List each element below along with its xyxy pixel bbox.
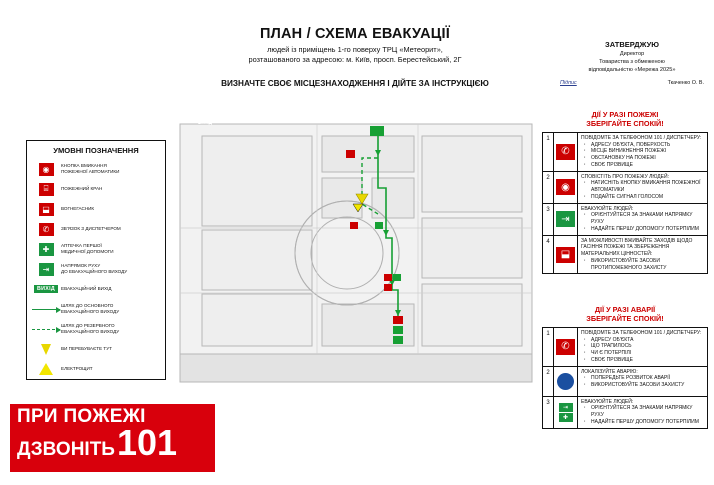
accident-panel-row	[543, 328, 707, 367]
row-lead: ЛОКАЛІЗУЙТЕ АВАРІЮ:	[581, 368, 638, 375]
fire-panel-row	[543, 172, 707, 204]
approval-role: Директор	[619, 51, 645, 57]
legend-item-label: ШЛЯХ ДО ОСНОВНОГО ЕВАКУАЦІЙНОГО ВИХОДУ	[61, 302, 120, 314]
row-item: · ЩО ТРАПИЛОСЬ	[588, 343, 704, 350]
fire-panel-row	[543, 133, 707, 172]
banner-line2: ДЗВОНІТЬ	[17, 439, 115, 460]
fire-panel-row	[543, 204, 707, 236]
row-item: · НАДАЙТЕ ПЕРШУ ДОПОМОГУ ПОТЕРПІЛИМ	[588, 419, 704, 426]
legend-item-label: ШЛЯХ ДО РЕЗЕРВНОГО ЕВАКУАЦІЙНОГО ВИХОДУ	[61, 322, 120, 334]
accident-panel-head-line2: ЗБЕРІГАЙТЕ СПОКІЙ!	[586, 314, 664, 324]
direction-arrow-icon: ⇥	[31, 263, 61, 276]
row-text	[578, 397, 707, 428]
row-text	[578, 367, 707, 396]
legend-item-exit-sign	[27, 279, 165, 299]
approval-org-line1: Товариства з обмеженою	[599, 58, 665, 65]
fire-actions-panel	[542, 110, 708, 274]
legend-item-label: ВОГНЕГАСНИК	[61, 205, 95, 211]
row-lead: СПОВІСТІТЬ ПРО ПОЖЕЖУ ЛЮДЕЙ:	[581, 173, 669, 180]
header-subtitle-line2: розташованого за адресою: м. Київ, просп. Берестейський, 2Г	[248, 54, 462, 64]
legend-item-fire-hydrant	[27, 179, 165, 199]
row-text	[578, 328, 707, 366]
approval-signature: Підпис	[560, 80, 577, 87]
row-item: · НАТИСНІТЬ КНОПКУ ВМИКАННЯ ПОЖЕЖНОЇ АВТОМАТИКИ	[588, 180, 704, 194]
header-subtitle-line1: людей із приміщень 1-го поверху ТРЦ «Метеорит»,	[267, 45, 443, 54]
row-item: · МІСЦЕ ВИНИКНЕННЯ ПОЖЕЖІ	[588, 148, 704, 155]
phone-icon: ✆	[554, 133, 578, 171]
row-number: 4	[543, 236, 554, 274]
legend-item-extinguisher	[27, 199, 165, 219]
row-lead: ПОВІДОМТЕ ЗА ТЕЛЕФОНОМ 101 / ДИСПЕТЧЕРУ:	[581, 134, 702, 141]
row-lead: ЕВАКУЮЙТЕ ЛЮДЕЙ:	[581, 205, 634, 212]
legend-item-direction-arrow	[27, 259, 165, 279]
fire-alarm-button-icon: ◉	[554, 172, 578, 203]
accident-actions-panel	[542, 305, 708, 429]
approval-title: ЗАТВЕРДЖУЮ	[605, 40, 659, 49]
legend-item-you-are-here	[27, 339, 165, 359]
solid-green-arrow-icon	[31, 309, 61, 310]
row-item: · ПОПЕРЕДЬТЕ РОЗВИТОК АВАРІЇ	[588, 375, 704, 382]
legend-item-label: ЗВ'ЯЗОК З ДИСПЕТЧЕРОМ	[61, 225, 121, 231]
fire-panel-head-line2: ЗБЕРІГАЙТЕ СПОКІЙ!	[586, 119, 664, 129]
exit-sign-icon: ВИХІД	[31, 285, 61, 293]
row-item: · НАДАЙТЕ ПЕРШУ ДОПОМОГУ ПОТЕРПІЛИМ	[588, 226, 704, 233]
row-item: · ОРІЄНТУЙТЕСЯ ЗА ЗНАКАМИ НАПРЯМКУ РУХУ	[588, 212, 704, 226]
dashed-green-arrow-icon	[31, 329, 61, 330]
row-text	[578, 133, 707, 171]
row-item: · АДРЕСУ ОБ'ЄКТА	[588, 337, 704, 344]
approval-block	[556, 40, 708, 86]
legend-item-label: НАПРЯМОК РУХУ ДО ЕВАКУАЦІЙНОГО ВИХОДУ	[61, 262, 128, 274]
row-number: 1	[543, 328, 554, 366]
approval-org-line2: відповідальністю «Мережа 2025»	[588, 66, 676, 73]
row-lead: ЗА МОЖЛИВОСТІ ВЖИВАЙТЕ ЗАХОДІВ ЩОДО ГАСІННЯ ПОЖЕЖІ ТА ЗБЕРЕЖЕННЯ МАТЕРІАЛЬНИХ ЦІННОСТЕЙ:	[581, 237, 693, 258]
row-number: 1	[543, 133, 554, 171]
emergency-call-banner	[10, 404, 215, 472]
floor-plan-drawing	[172, 118, 542, 388]
legend-item-reserve-route	[27, 319, 165, 339]
you-are-here-icon	[31, 344, 61, 355]
extinguisher-icon: ⬓	[31, 203, 61, 216]
legend-item-label: ЕЛЕКТРОЩИТ	[61, 365, 93, 371]
legend-item-fire-alarm-button	[27, 159, 165, 179]
fire-panel-row	[543, 236, 707, 274]
legend-item-phone	[27, 219, 165, 239]
header-instruction: ВИЗНАЧТЕ СВОЄ МІСЦЕЗНАХОДЖЕННЯ І ДІЙТЕ ЗА ІНСТРУКЦІЄЮ	[221, 78, 489, 88]
row-lead: ЕВАКУЮЙТЕ ЛЮДЕЙ:	[581, 398, 634, 405]
accident-panel-head-line1: ДІЇ У РАЗІ АВАРІЇ	[594, 305, 656, 314]
banner-line1: ПРИ ПОЖЕЖІ	[17, 406, 146, 427]
row-item: · АДРЕСУ ОБ'ЄКТА, ПОВЕРХОСТЬ	[588, 142, 704, 149]
row-item: · ВИКОРИСТОВУЙТЕ ЗАСОБИ ПРОТИПОЖЕЖНОГО ЗАХИСТУ	[588, 258, 704, 272]
row-item: · ВИКОРИСТОВУЙТЕ ЗАСОБИ ЗАХИСТУ	[588, 382, 704, 389]
plan-exit-sign-label: ВИХІД	[198, 120, 212, 125]
fire-hydrant-icon: ⌸	[31, 183, 61, 196]
legend-item-label: АПТЕЧКА ПЕРШОЇ МЕДИЧНОЇ ДОПОМОГИ	[61, 242, 114, 254]
row-number: 3	[543, 204, 554, 235]
row-number: 2	[543, 172, 554, 203]
legend-item-electrical-panel	[27, 359, 165, 379]
legend-item-label: ПОЖЕЖНИЙ КРАН	[61, 185, 103, 191]
row-item: · ОБСТАНОВКУ НА ПОЖЕЖІ	[588, 155, 704, 162]
fire-panel-box	[542, 132, 708, 275]
first-aid-kit-icon: ✚	[31, 243, 61, 256]
row-number: 2	[543, 367, 554, 396]
phone-icon: ✆	[554, 328, 578, 366]
fire-panel-head-line1: ДІЇ У РАЗІ ПОЖЕЖІ	[591, 110, 659, 119]
floor-plan	[172, 118, 542, 388]
legend-item-label: ВИ ПЕРЕБУВАЄТЕ ТУТ	[61, 345, 112, 351]
row-lead: ПОВІДОМТЕ ЗА ТЕЛЕФОНОМ 101 / ДИСПЕТЧЕРУ:	[581, 329, 702, 336]
legend	[26, 140, 166, 380]
page-title: ПЛАН / СХЕМА ЕВАКУАЦІЇ	[260, 26, 450, 42]
legend-title: УМОВНІ ПОЗНАЧЕННЯ	[53, 146, 139, 155]
row-text	[578, 204, 707, 235]
legend-item-main-route	[27, 299, 165, 319]
row-item: · ОРІЄНТУЙТЕСЯ ЗА ЗНАКАМИ НАПРЯМКУ РУХУ	[588, 405, 704, 419]
phone-icon: ✆	[31, 223, 61, 236]
accident-panel-row	[543, 397, 707, 428]
accident-panel-box	[542, 327, 708, 429]
legend-item-label: ЕВАКУАЦІЙНИЙ ВИХІД	[61, 285, 112, 291]
header	[160, 26, 550, 88]
row-item: · ЧИ Є ПОТЕРПІЛІ	[588, 350, 704, 357]
exit-running-icon: ⇥ ✚	[554, 397, 578, 428]
exit-running-icon: ⇥	[554, 204, 578, 235]
row-item: · ПОДАЙТЕ СИГНАЛ ГОЛОСОМ	[588, 194, 704, 201]
fire-alarm-button-icon: ◉	[31, 163, 61, 176]
accident-panel-row	[543, 367, 707, 397]
row-text	[578, 172, 707, 203]
row-text	[578, 236, 707, 274]
approval-name: Ткаченко О. В.	[667, 80, 704, 87]
warn-round-icon	[554, 367, 578, 396]
legend-item-label: КНОПКА ВМИКАННЯ ПОЖЕЖНОЇ АВТОМАТИКИ	[61, 162, 120, 174]
extinguisher-icon: ⬓	[554, 236, 578, 274]
banner-number: 101	[116, 422, 178, 463]
legend-item-first-aid	[27, 239, 165, 259]
row-number: 3	[543, 397, 554, 428]
electrical-panel-icon	[31, 363, 61, 375]
row-item: · СВОЄ ПРІЗВИЩЕ	[588, 357, 704, 364]
row-item: · СВОЄ ПРІЗВИЩЕ	[588, 162, 704, 169]
